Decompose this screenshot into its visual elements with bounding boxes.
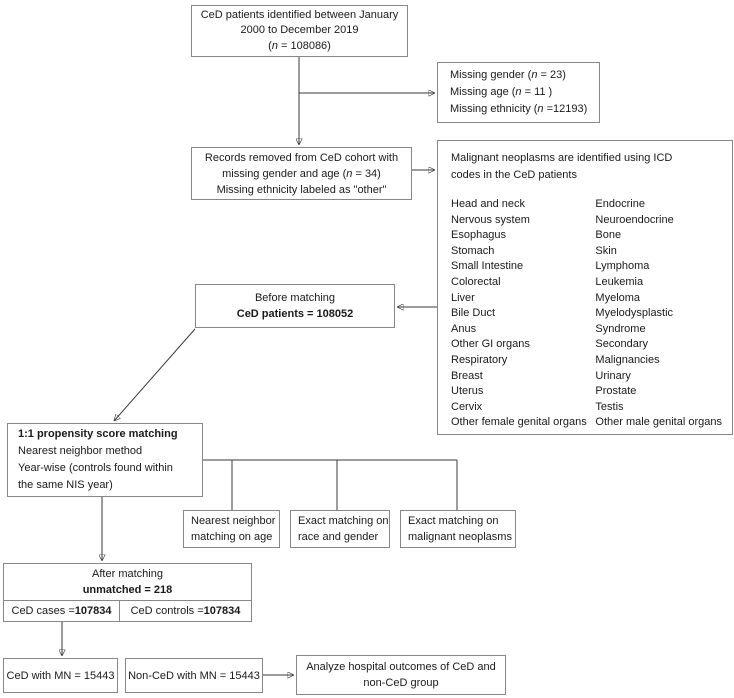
node-text-line xyxy=(450,67,566,84)
after-matching-header xyxy=(4,564,251,601)
icd-site-item: Small Intestine xyxy=(451,260,524,273)
icd-site-item: Respiratory xyxy=(451,353,508,366)
icd-site-item: Nervous system xyxy=(451,213,530,226)
node-text-line xyxy=(450,101,587,118)
icd-site-item: Skin xyxy=(595,244,617,257)
node-text-line: unmatched = 218 xyxy=(82,584,173,596)
text-segment: missing gender and age ( xyxy=(222,167,347,180)
icd-site-item: Urinary xyxy=(595,369,631,382)
icd-site-item: Myeloma xyxy=(595,291,641,304)
node-text-line: Nearest neighbor method xyxy=(18,445,143,457)
icd-site-item: Prostate xyxy=(595,385,637,398)
node-text-line: After matching xyxy=(92,568,163,580)
node-text-line xyxy=(222,166,381,182)
cell-ced-controls xyxy=(120,601,251,621)
icd-columns xyxy=(451,197,722,431)
node-analyze-outcomes xyxy=(296,655,506,695)
node-nonced-with-mn xyxy=(125,658,263,693)
node-text-line: Year-wise (controls found within xyxy=(18,462,173,474)
node-text-line: Exact matching on xyxy=(298,515,389,527)
node-before-matching xyxy=(195,284,395,328)
icd-site-item: Other GI organs xyxy=(451,338,530,351)
n-symbol: n xyxy=(346,167,353,180)
text-segment: Missing ethnicity ( xyxy=(450,103,538,115)
icd-site-item: Syndrome xyxy=(595,322,646,335)
icd-site-item: Esophagus xyxy=(451,229,507,242)
text-segment: ( xyxy=(268,39,272,52)
n-symbol: n xyxy=(537,103,544,115)
icd-site-item: Other female genital organs xyxy=(451,416,587,429)
node-text-line: CeD with MN = 15443 xyxy=(6,669,115,682)
node-text-line xyxy=(268,39,331,55)
n-symbol: n xyxy=(531,69,538,81)
node-text-line: Nearest neighbor xyxy=(191,515,276,527)
cell-label: CeD controls = xyxy=(130,605,204,617)
node-text-line: CeD patients identified between January xyxy=(200,8,399,21)
node-ced-with-mn xyxy=(3,658,118,693)
node-text-line: Records removed from CeD cohort with xyxy=(204,151,399,164)
node-propensity-matching xyxy=(7,423,203,497)
text-segment: Missing age ( xyxy=(450,86,516,98)
node-text-line: matching on age xyxy=(191,531,273,543)
node-text-line: Exact matching on xyxy=(408,515,499,527)
text-segment: =12193) xyxy=(543,103,588,115)
node-text-line: 1:1 propensity score matching xyxy=(18,428,178,440)
node-text-line: Missing ethnicity labeled as "other" xyxy=(216,183,387,196)
node-matching-age xyxy=(183,510,280,548)
icd-site-item: Other male genital organs xyxy=(595,416,722,429)
icd-header-line: codes in the CeD patients xyxy=(451,168,577,181)
text-segment: = 23) xyxy=(537,69,566,81)
icd-header-line: Malignant neoplasms are identified using ICD xyxy=(451,152,673,164)
cell-ced-cases xyxy=(4,601,120,621)
node-matching-neoplasms xyxy=(400,510,516,548)
node-text-line xyxy=(450,84,552,101)
n-symbol: n xyxy=(271,39,278,52)
text-segment: Missing gender ( xyxy=(450,69,532,81)
node-text-line: malignant neoplasms xyxy=(408,531,512,543)
node-after-matching xyxy=(3,563,252,622)
icd-site-item: Cervix xyxy=(451,400,483,413)
node-text-line: Before matching xyxy=(254,292,336,304)
node-text-line: Non-CeD with MN = 15443 xyxy=(128,669,260,682)
icd-site-item: Uterus xyxy=(451,385,484,398)
node-text-line: race and gender xyxy=(298,531,379,543)
icd-site-item: Neuroendocrine xyxy=(595,213,674,226)
icd-site-item: Bone xyxy=(595,229,622,242)
node-text-line: 2000 to December 2019 xyxy=(240,24,359,37)
node-text-line: non-CeD group xyxy=(363,677,439,689)
icd-site-item: Breast xyxy=(451,369,483,382)
text-segment: = 34) xyxy=(352,167,381,180)
icd-column-left xyxy=(451,197,595,431)
icd-site-item: Anus xyxy=(451,322,477,335)
icd-site-item: Lymphoma xyxy=(595,260,650,273)
node-text-line: Analyze hospital outcomes of CeD and xyxy=(306,661,496,673)
icd-column-right xyxy=(595,197,722,431)
icd-site-item: Malignancies xyxy=(595,353,660,366)
icd-site-item: Myelodysplastic xyxy=(595,307,674,320)
node-missing-data xyxy=(437,62,600,123)
cell-value: 107834 xyxy=(74,605,112,617)
connector-before-to-propensity xyxy=(114,329,195,421)
n-symbol: n xyxy=(515,86,522,98)
cell-label: CeD cases = xyxy=(11,605,75,617)
text-segment: = 108086) xyxy=(277,39,331,52)
icd-site-item: Liver xyxy=(451,291,475,304)
node-text-line: CeD patients = 108052 xyxy=(236,308,354,320)
icd-site-item: Bile Duct xyxy=(451,307,496,320)
icd-site-item: Colorectal xyxy=(451,275,501,288)
icd-site-item: Endocrine xyxy=(595,198,645,210)
icd-site-item: Leukemia xyxy=(595,275,644,288)
text-segment: = 11 ) xyxy=(521,86,553,98)
node-ced-patients-identified xyxy=(191,5,408,57)
icd-site-item: Secondary xyxy=(595,338,649,351)
after-matching-cells xyxy=(4,601,251,621)
node-text-line: the same NIS year) xyxy=(18,479,113,491)
icd-site-item: Testis xyxy=(595,400,624,413)
icd-site-item: Stomach xyxy=(451,244,495,257)
icd-site-item: Head and neck xyxy=(451,198,525,210)
node-records-removed xyxy=(191,147,412,200)
node-malignant-neoplasms-icd xyxy=(437,140,733,435)
cell-value: 107834 xyxy=(203,605,241,617)
node-matching-race-gender xyxy=(290,510,390,548)
